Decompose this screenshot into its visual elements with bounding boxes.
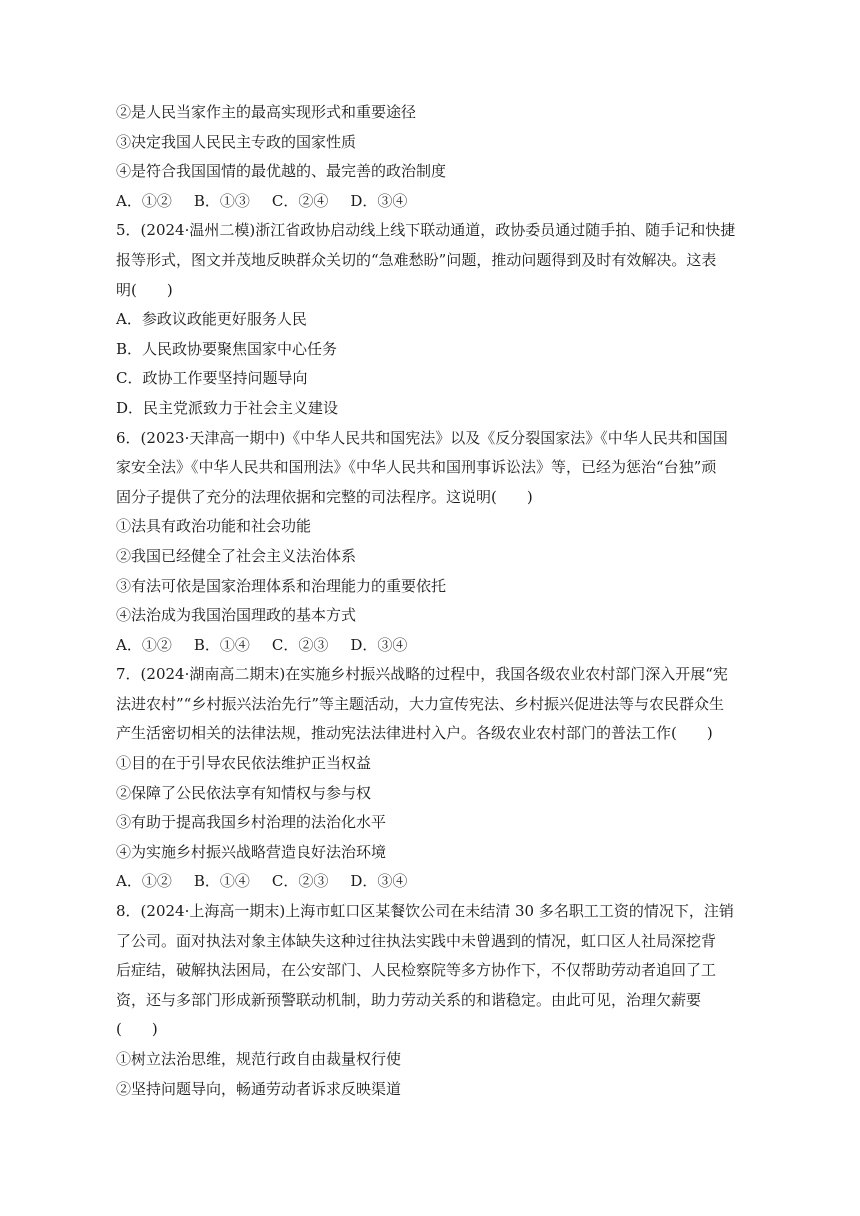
answer-options	[116, 867, 740, 897]
stem-line: 家安全法》《中华人民共和国刑法》《中华人民共和国刑事诉讼法》等，已经为惩治“台独”顽	[116, 458, 717, 477]
stem-line: 后症结，破解执法困局，在公安部门、人民检察院等多方协作下，不仅帮助劳动者追回了工	[116, 961, 717, 980]
stem-line: 报等形式，图文并茂地反映群众关切的“急难愁盼”问题，推动问题得到及时有效解决。这表	[116, 250, 717, 269]
stem-line: ( )	[116, 1020, 158, 1039]
question-stem	[116, 424, 740, 513]
statement-1: ①目的在于引导农民依法维护正当权益	[116, 754, 372, 773]
stem-line: 7．(2024·湖南高二期末)在实施乡村振兴战略的过程中，我国各级农业农村部门深入开展“宪	[116, 665, 728, 684]
option-d: D．③④	[350, 635, 408, 654]
question-stem	[116, 897, 740, 1045]
option-b: B．①④	[193, 872, 250, 891]
option-b: B．①③	[193, 191, 250, 210]
stem-line: 法进农村”“乡村振兴法治先行”等主题活动，大力宣传宪法、乡村振兴促进法等与农民群众生	[116, 694, 725, 713]
choice-d: D．民主党派致力于社会主义建设	[116, 398, 339, 417]
choice-c: C．政协工作要坚持问题导向	[116, 369, 308, 388]
statement-1: ①树立法治思维，规范行政自由裁量权行使	[116, 1050, 402, 1068]
answer-options	[116, 187, 740, 217]
option-d: D．③④	[350, 191, 408, 210]
statement-2: ②保障了公民依法享有知情权与参与权	[116, 783, 372, 802]
statement-3: ③有法可依是国家治理体系和治理能力的重要依托	[116, 576, 447, 595]
statement-2: ②是人民当家作主的最高实现形式和重要途径	[116, 103, 417, 121]
question-stem	[116, 660, 740, 749]
stem-line: 明( )	[116, 280, 173, 299]
question-7	[116, 660, 740, 897]
stem-line: 5．(2024·温州二模)浙江省政协启动线上线下联动通道，政协委员通过随手拍、随手记和快捷	[116, 221, 736, 240]
statement-2: ②坚持问题导向，畅通劳动者诉求反映渠道	[116, 1079, 402, 1098]
option-b: B．①④	[193, 635, 250, 654]
option-a: A．①②	[116, 872, 172, 891]
statement-4: ④法治成为我国治国理政的基本方式	[116, 606, 357, 625]
statement-2: ②我国已经健全了社会主义法治体系	[116, 546, 357, 565]
question-stem	[116, 216, 740, 305]
option-a: A．①②	[116, 635, 172, 654]
statement-3: ③有助于提高我国乡村治理的法治化水平	[116, 813, 387, 832]
document-page	[116, 98, 740, 1104]
question-5	[116, 216, 740, 423]
question-4	[116, 98, 740, 216]
answer-options	[116, 631, 740, 661]
choice-a: A．参政议政能更好服务人民	[116, 310, 307, 329]
statement-4: ④为实施乡村振兴战略营造良好法治环境	[116, 842, 387, 861]
question-8	[116, 897, 740, 1104]
option-c: C．②③	[271, 872, 329, 891]
option-c: C．②③	[271, 635, 329, 654]
statement-1: ①法具有政治功能和社会功能	[116, 517, 312, 536]
stem-line: 产生活密切相关的法律法规，推动宪法法律进村入户。各级农业农村部门的普法工作( )	[116, 724, 713, 743]
statement-4: ④是符合我国国情的最优越的、最完善的政治制度	[116, 162, 447, 181]
statement-3: ③决定我国人民民主专政的国家性质	[116, 132, 357, 151]
stem-line: 资，还与多部门形成新预警联动机制，助力劳动关系的和谐稳定。由此可见，治理欠薪要	[116, 990, 702, 1009]
stem-line: 了公司。面对执法对象主体缺失这种过往执法实践中未曾遇到的情况，虹口区人社局深挖背	[116, 931, 717, 950]
stem-line: 8．(2024·上海高一期末)上海市虹口区某餐饮公司在未结清 30 多名职工工资的情况下，注销	[116, 902, 734, 921]
choice-b: B．人民政协要聚焦国家中心任务	[116, 339, 338, 358]
stem-line: 固分子提供了充分的法理依据和完整的司法程序。这说明( )	[116, 487, 533, 506]
stem-line: 6．(2023·天津高一期中)《中华人民共和国宪法》以及《反分裂国家法》《中华人民共和国国	[116, 428, 728, 447]
option-a: A．①②	[116, 191, 172, 210]
option-c: C．②④	[271, 191, 329, 210]
option-d: D．③④	[350, 872, 408, 891]
question-6	[116, 424, 740, 661]
